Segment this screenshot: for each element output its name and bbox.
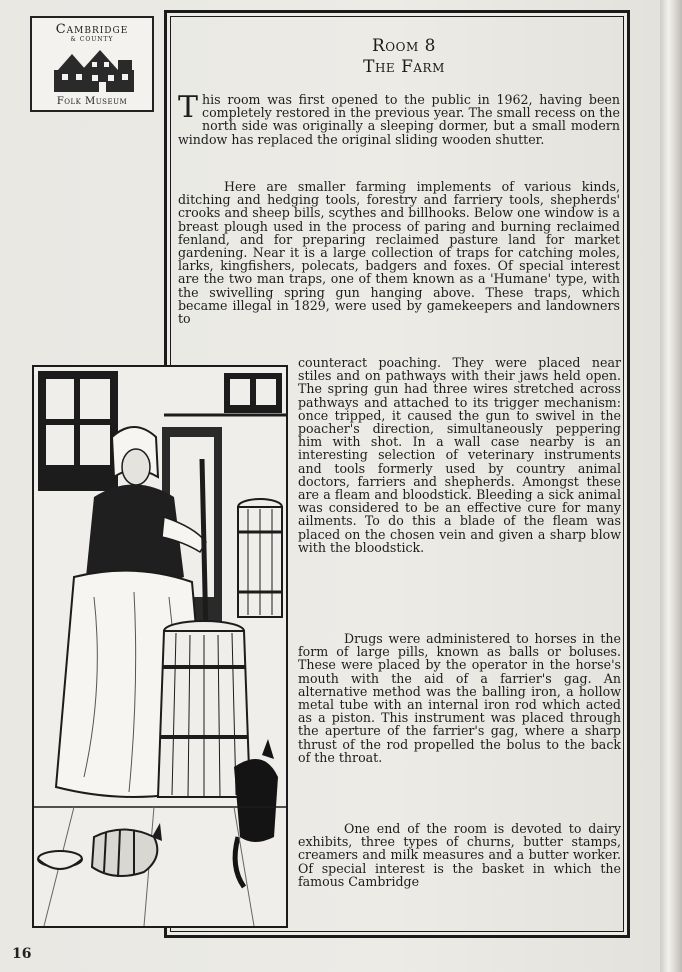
woman-churning-butter-illustration bbox=[34, 367, 286, 926]
museum-logo bbox=[30, 16, 154, 112]
paragraph-3: Drugs were administered to horses in the form of large pills, known as balls or boluses. These were placed by the operator in the horse's mouth with the aid of a farrier's gag. An alternative method was the balling iron, a hollow metal tube with an internal iron rod which acted as a piston. This instrument was placed through the aperture of the farrier's gag, where a sharp thrust of the rod propelled the bolus to the back of the throat. bbox=[298, 631, 621, 765]
logo-line-3: Folk Museum bbox=[56, 96, 128, 107]
paragraph-4: One end of the room is devoted to dairy exhibits, three types of churns, butter stamps, creamers and milk measures and a butter worker. Of special interest is the basket in which the famous Cambridge bbox=[298, 821, 621, 889]
page-number: 16 bbox=[12, 946, 32, 962]
paragraph-2-bottom: counteract poaching. They were placed near stiles and on pathways with their jaws held open. The spring gun had three wires stretched across pathways and attached to its trigger mechanism: once tripped, it caused the gun to swivel in the poacher's direction, simultaneously peppering him with shot. In a wall case nearby is an interesting selection of veterinary instruments and tools formerly used by country animal doctors, farriers and shepherds. Amongst these are a fleam and bloodstick. Bleeding a sick animal was considered to be an effective cure for many ailments. To do this a blade of the fleam was placed on the chosen vein and given a sharp blow with the bloodstick. bbox=[298, 355, 621, 555]
paragraph-2-top: Here are smaller farming implements of various kinds, ditching and hedging tools, forestry and farriery tools, shepherds' crooks and sheep bills, scythes and billhooks. Below one window is a breast plough used in the process of paring and burning reclaimed fenland, and for preparing reclaimed pasture land for market gardening. Near it is a large collection of traps for catching moles, larks, kingfishers, polecats, badgers and foxes. Of special interest are the two man traps, one of them known as a 'Humane' type, with the swivelling spring gun hanging above. These traps, which became illegal in 1829, were used by gamekeepers and landowners to bbox=[178, 179, 620, 327]
logo-line-1: Cambridge bbox=[55, 22, 129, 37]
farm-illustration bbox=[32, 365, 288, 928]
museum-building-icon bbox=[52, 48, 136, 94]
room-title: The Farm bbox=[363, 57, 445, 77]
room-number: Room 8 bbox=[372, 36, 436, 56]
paragraph-1-text: his room was first opened to the public in 1962, having been completely restored in the previous year. The small recess on the north side was originally a sleeping dormer, but a small modern window has replaced the original sliding wooden shutter. bbox=[178, 92, 620, 147]
drop-cap: T bbox=[178, 90, 199, 125]
logo-line-2: & COUNTY bbox=[70, 36, 114, 43]
page-edge bbox=[660, 0, 682, 972]
page-heading bbox=[300, 36, 508, 78]
paragraph-1 bbox=[178, 90, 620, 147]
